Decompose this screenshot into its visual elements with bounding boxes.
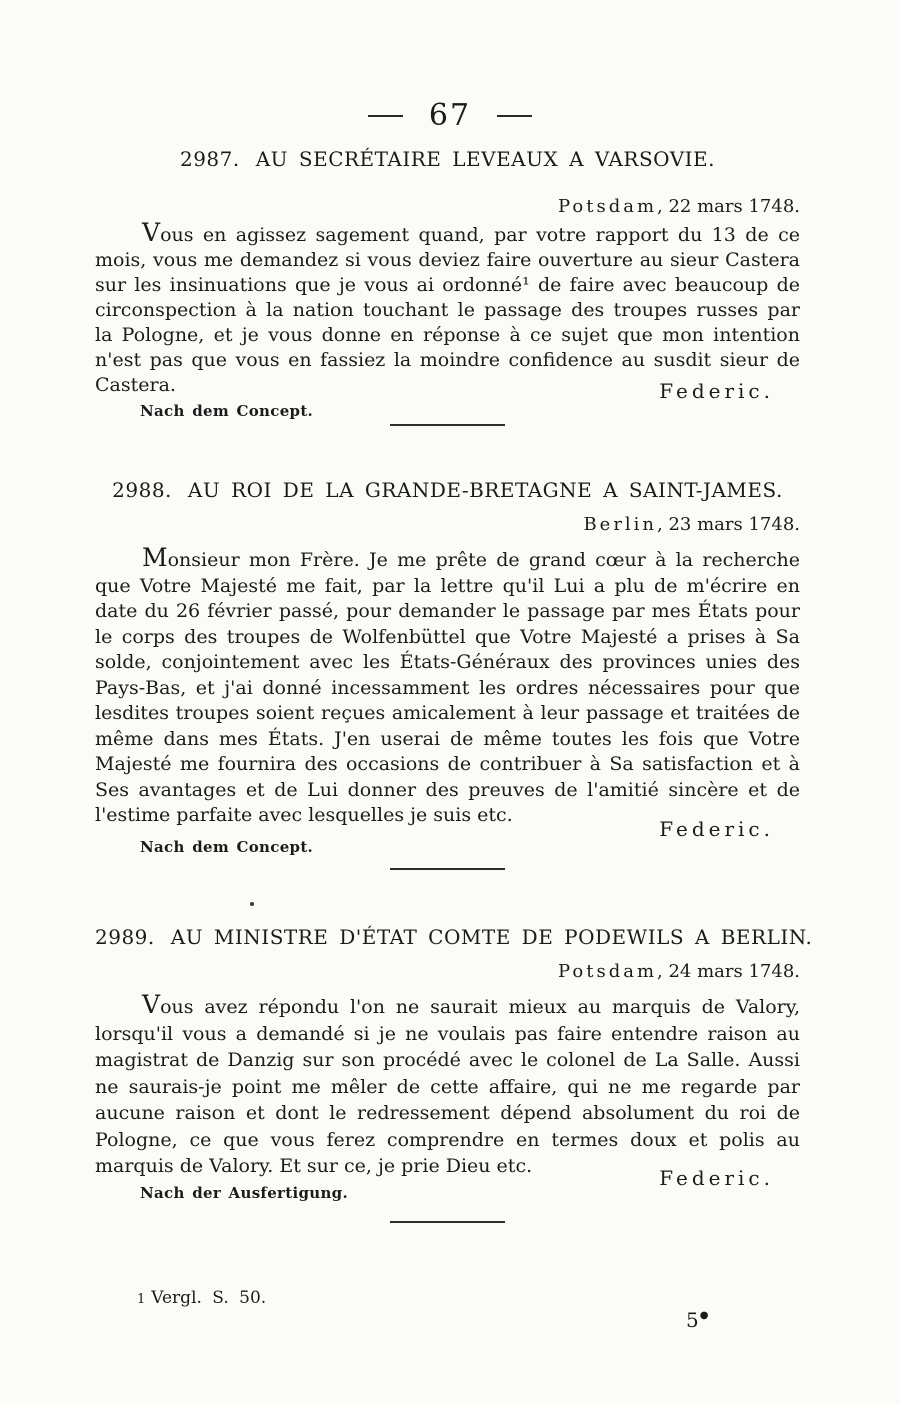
page-number: 67 xyxy=(428,98,472,133)
signature-mark-digit: 5 xyxy=(686,1308,699,1332)
letter-title: AU SECRÉTAIRE LEVEAUX A VARSOVIE. xyxy=(255,147,716,171)
date-text: , 24 mars 1748. xyxy=(657,961,800,982)
body-line: Monsieur mon Frère. Je me prête de grand cœur à la recherche xyxy=(142,543,800,572)
body-line: Ses avantages et de Lui donner des preuves de l'amitié sincère et de xyxy=(95,778,800,801)
letter-body xyxy=(95,220,800,398)
body-line: aucune raison et dont le redressement dépend absolument du roi de xyxy=(95,1102,800,1124)
body-line: Pologne, ce que vous ferez comprendre en termes doux et polis au xyxy=(95,1128,800,1151)
body-line: magistrat de Danzig sur son procédé avec le colonel de La Salle. Aussi xyxy=(95,1049,800,1071)
body-line: Vous avez répondu l'on ne saurait mieux au marquis de Valory, xyxy=(142,990,800,1019)
page-number-dash-right xyxy=(497,115,532,117)
body-line: lorsqu'il vous a demandé si je ne voulais pas faire entendre raison au xyxy=(95,1022,800,1045)
place-name: Berlin xyxy=(583,514,658,535)
date-text: , 22 mars 1748. xyxy=(657,196,800,217)
footnote-marker: 1 xyxy=(137,1292,146,1307)
body-line: même dans mes États. J'en userai de même toutes les fois que Votre xyxy=(95,727,800,750)
letter-body xyxy=(95,992,800,1180)
letter-title: AU MINISTRE D'ÉTAT COMTE DE PODEWILS A BERLIN. xyxy=(170,925,813,949)
date-text: , 23 mars 1748. xyxy=(657,514,800,535)
signature-mark xyxy=(686,1308,707,1332)
section-divider xyxy=(390,1221,505,1223)
letter-dateline xyxy=(95,961,800,982)
signature: Federic. xyxy=(659,1166,774,1190)
body-line: Vous en agissez sagement quand, par votre rapport du 13 de ce xyxy=(142,218,800,247)
body-line: sur les insinuations que je vous ai ordonné¹ de faire avec beaucoup de xyxy=(95,274,800,296)
body-line: le corps des troupes de Wolfenbüttel que Votre Majesté a prises à Sa xyxy=(95,625,800,648)
body-line: lesdites troupes soient reçues amicalement à leur passage et traitées de xyxy=(95,702,800,724)
signature: Federic. xyxy=(659,379,774,403)
footnote-text: Vergl. S. 50. xyxy=(151,1288,267,1308)
ink-speck xyxy=(250,902,254,906)
letter-number: 2989. xyxy=(95,925,155,949)
footnote xyxy=(137,1288,266,1308)
body-line: Pays-Bas, et j'ai donné incessamment les ordres nécessaires pour que xyxy=(95,676,800,699)
body-line: mois, vous me demandez si vous deviez faire ouverture au sieur Castera xyxy=(95,249,800,271)
body-line: Majesté me fournira des occasions de contribuer à Sa satisfaction et à xyxy=(95,753,800,775)
body-line: Castera. xyxy=(95,374,176,396)
body-line: que Votre Majesté me fait, par la lettre qu'il Lui a plu de m'écrire en xyxy=(95,574,800,597)
place-name: Potsdam xyxy=(558,961,658,982)
body-line: date du 26 février passé, pour demander le passage par mes États pour xyxy=(95,600,800,622)
section-divider xyxy=(390,868,505,870)
source-note: Nach der Ausfertigung. xyxy=(140,1184,348,1202)
body-line: solde, conjointement avec les États-Généraux des provinces unies des xyxy=(95,651,800,673)
letter-title: AU ROI DE LA GRANDE-BRETAGNE A SAINT-JAMES. xyxy=(187,478,783,502)
body-line: l'estime parfaite avec lesquelles je suis etc. xyxy=(95,804,513,826)
place-name: Potsdam xyxy=(558,196,658,217)
letter-body xyxy=(95,545,800,829)
source-note: Nach dem Concept. xyxy=(140,838,314,856)
body-line: la Pologne, et je vous donne en réponse à ce sujet que mon intention xyxy=(95,324,800,346)
signature-mark-star-icon: ● xyxy=(699,1310,709,1321)
source-note: Nach dem Concept. xyxy=(140,402,314,420)
letter-heading-2987 xyxy=(95,147,800,171)
body-line: circonspection à la nation touchant le passage des troupes russes par xyxy=(95,299,800,321)
body-line: ne saurais-je point me mêler de cette affaire, qui ne me regarde par xyxy=(95,1075,800,1098)
page-number-dash-left xyxy=(368,115,403,117)
section-divider xyxy=(390,424,505,426)
signature: Federic. xyxy=(659,817,774,841)
page-header xyxy=(0,100,900,132)
letter-heading-2988 xyxy=(95,478,800,502)
letter-heading-2989 xyxy=(95,925,813,949)
letter-dateline xyxy=(95,196,800,217)
body-line: marquis de Valory. Et sur ce, je prie Dieu etc. xyxy=(95,1155,533,1177)
letter-number: 2988. xyxy=(112,478,172,502)
body-line: n'est pas que vous en fassiez la moindre confidence au susdit sieur de xyxy=(95,349,800,371)
letter-number: 2987. xyxy=(179,147,240,171)
letter-dateline xyxy=(95,514,800,535)
